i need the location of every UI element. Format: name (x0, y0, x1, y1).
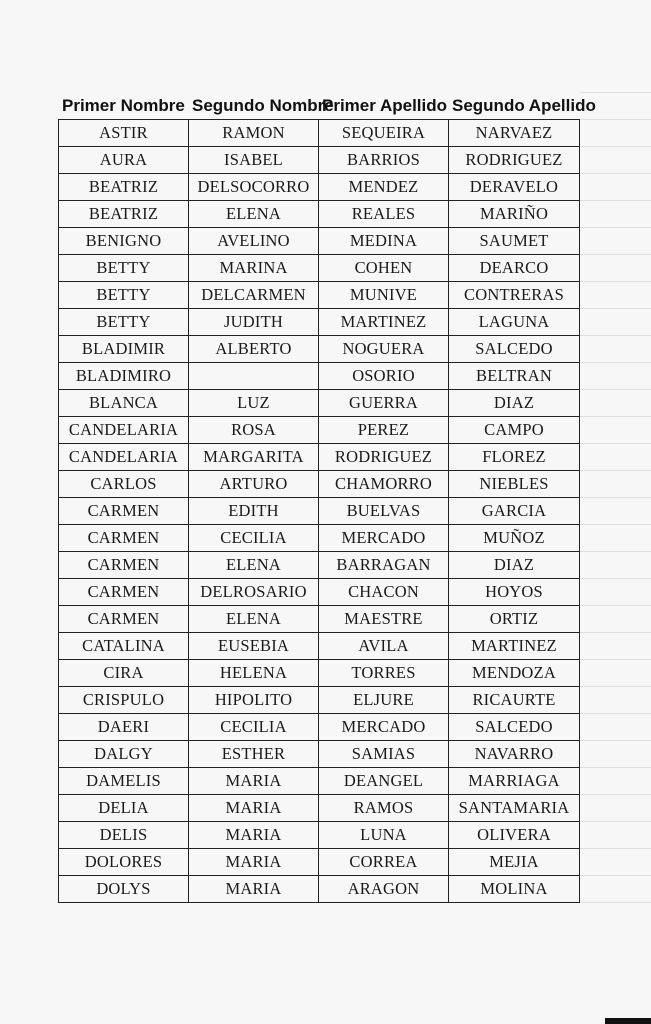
header-primer-apellido: Primer Apellido (322, 96, 448, 115)
cell-segundo-nombre[interactable]: ROSA (189, 417, 319, 444)
cell-primer-nombre[interactable]: CRISPULO (59, 687, 189, 714)
cell-primer-apellido[interactable]: BARRAGAN (319, 552, 449, 579)
header-primer-nombre: Primer Nombre (62, 96, 185, 115)
cell-primer-apellido[interactable]: SAMIAS (319, 741, 449, 768)
cell-primer-nombre[interactable]: CANDELARIA (59, 444, 189, 471)
cell-segundo-nombre[interactable]: CECILIA (189, 714, 319, 741)
table-row (59, 876, 580, 903)
cell-segundo-nombre[interactable]: MARGARITA (189, 444, 319, 471)
cell-segundo-apellido[interactable]: MENDOZA (449, 660, 580, 687)
table-row (59, 633, 580, 660)
cell-segundo-apellido[interactable]: MUÑOZ (449, 525, 580, 552)
cell-segundo-nombre[interactable]: DELSOCORRO (189, 174, 319, 201)
table-row (59, 714, 580, 741)
gridline (580, 794, 651, 795)
cell-segundo-apellido[interactable]: SAUMET (449, 228, 580, 255)
cell-primer-apellido[interactable]: MERCADO (319, 525, 449, 552)
gridline (580, 497, 651, 498)
table-row (59, 660, 580, 687)
cell-segundo-nombre[interactable]: JUDITH (189, 309, 319, 336)
cell-primer-nombre[interactable]: DAMELIS (59, 768, 189, 795)
cell-primer-apellido[interactable]: NOGUERA (319, 336, 449, 363)
gridline (580, 227, 651, 228)
table-row (59, 498, 580, 525)
header-segundo-apellido: Segundo Apellido (452, 96, 596, 115)
table-row (59, 147, 580, 174)
gridline (580, 902, 651, 903)
table-header-row (58, 92, 618, 119)
cell-primer-apellido[interactable]: DEANGEL (319, 768, 449, 795)
cell-primer-nombre[interactable]: CIRA (59, 660, 189, 687)
cell-primer-apellido[interactable]: CORREA (319, 849, 449, 876)
gridline (580, 335, 651, 336)
table-row (59, 255, 580, 282)
gridline (580, 443, 651, 444)
table-row (59, 525, 580, 552)
gridline (580, 362, 651, 363)
cell-primer-apellido[interactable]: SEQUEIRA (319, 120, 449, 147)
cell-segundo-nombre[interactable]: DELCARMEN (189, 282, 319, 309)
cell-segundo-apellido[interactable]: FLOREZ (449, 444, 580, 471)
cell-primer-nombre[interactable]: DELIA (59, 795, 189, 822)
cell-primer-apellido[interactable]: MEDINA (319, 228, 449, 255)
gridline (580, 389, 651, 390)
cell-segundo-nombre[interactable]: MARIA (189, 795, 319, 822)
cell-primer-apellido[interactable]: COHEN (319, 255, 449, 282)
cell-primer-apellido[interactable]: LUNA (319, 822, 449, 849)
gridline (580, 173, 651, 174)
gridline (580, 578, 651, 579)
cell-segundo-apellido[interactable]: SALCEDO (449, 336, 580, 363)
cell-primer-nombre[interactable]: BENIGNO (59, 228, 189, 255)
table-row (59, 768, 580, 795)
cell-segundo-apellido[interactable]: NAVARRO (449, 741, 580, 768)
cell-segundo-apellido[interactable]: MARTINEZ (449, 633, 580, 660)
cell-primer-nombre[interactable]: DOLYS (59, 876, 189, 903)
cell-segundo-nombre[interactable]: RAMON (189, 120, 319, 147)
cell-segundo-apellido[interactable]: MARIÑO (449, 201, 580, 228)
cell-primer-nombre[interactable]: DOLORES (59, 849, 189, 876)
cell-segundo-apellido[interactable]: RODRIGUEZ (449, 147, 580, 174)
cell-segundo-apellido[interactable]: HOYOS (449, 579, 580, 606)
cell-primer-nombre[interactable]: ASTIR (59, 120, 189, 147)
gridline (580, 470, 651, 471)
cell-segundo-apellido[interactable]: MARRIAGA (449, 768, 580, 795)
cell-segundo-nombre[interactable]: ELENA (189, 606, 319, 633)
table-row (59, 417, 580, 444)
table-row (59, 849, 580, 876)
gridline (580, 713, 651, 714)
cell-primer-nombre[interactable]: AURA (59, 147, 189, 174)
cell-segundo-nombre[interactable]: DELROSARIO (189, 579, 319, 606)
cell-segundo-apellido[interactable]: DERAVELO (449, 174, 580, 201)
names-table (58, 119, 580, 903)
cell-primer-nombre[interactable]: CANDELARIA (59, 417, 189, 444)
cell-segundo-nombre[interactable] (189, 363, 319, 390)
cell-primer-nombre[interactable]: CARMEN (59, 579, 189, 606)
gridline (580, 659, 651, 660)
cell-segundo-nombre[interactable]: EUSEBIA (189, 633, 319, 660)
cell-segundo-nombre[interactable]: HELENA (189, 660, 319, 687)
cell-primer-apellido[interactable]: RODRIGUEZ (319, 444, 449, 471)
gridline (580, 308, 651, 309)
cell-segundo-nombre[interactable]: ESTHER (189, 741, 319, 768)
cell-segundo-nombre[interactable]: LUZ (189, 390, 319, 417)
table-row (59, 363, 580, 390)
background-gridlines (580, 92, 651, 906)
cell-primer-apellido[interactable]: ARAGON (319, 876, 449, 903)
cell-primer-apellido[interactable]: CHAMORRO (319, 471, 449, 498)
header-segundo-nombre: Segundo Nombre (192, 96, 334, 115)
table-row (59, 741, 580, 768)
gridline (580, 686, 651, 687)
gridline (580, 119, 651, 120)
cell-primer-nombre[interactable]: CARLOS (59, 471, 189, 498)
cell-primer-apellido[interactable]: MUNIVE (319, 282, 449, 309)
cell-segundo-apellido[interactable]: RICAURTE (449, 687, 580, 714)
table-row (59, 552, 580, 579)
cell-primer-apellido[interactable]: RAMOS (319, 795, 449, 822)
cell-primer-apellido[interactable]: TORRES (319, 660, 449, 687)
cell-segundo-apellido[interactable]: CAMPO (449, 417, 580, 444)
cell-primer-apellido[interactable]: MAESTRE (319, 606, 449, 633)
cell-segundo-nombre[interactable]: ALBERTO (189, 336, 319, 363)
table-row (59, 822, 580, 849)
cell-primer-apellido[interactable]: REALES (319, 201, 449, 228)
corner-mark (605, 1018, 651, 1024)
cell-segundo-apellido[interactable]: DIAZ (449, 552, 580, 579)
cell-primer-apellido[interactable]: GUERRA (319, 390, 449, 417)
cell-primer-nombre[interactable]: BLANCA (59, 390, 189, 417)
cell-primer-nombre[interactable]: CARMEN (59, 525, 189, 552)
table-row (59, 309, 580, 336)
cell-segundo-apellido[interactable]: SALCEDO (449, 714, 580, 741)
cell-segundo-nombre[interactable]: ELENA (189, 552, 319, 579)
cell-segundo-nombre[interactable]: ELENA (189, 201, 319, 228)
cell-segundo-nombre[interactable]: MARIA (189, 822, 319, 849)
cell-segundo-apellido[interactable]: NIEBLES (449, 471, 580, 498)
table-row (59, 579, 580, 606)
gridline (580, 551, 651, 552)
cell-segundo-apellido[interactable]: ORTIZ (449, 606, 580, 633)
cell-primer-nombre[interactable]: CARMEN (59, 552, 189, 579)
gridline (580, 821, 651, 822)
table-row (59, 795, 580, 822)
cell-segundo-nombre[interactable]: MARIA (189, 876, 319, 903)
cell-primer-nombre[interactable]: BEATRIZ (59, 174, 189, 201)
cell-segundo-nombre[interactable]: MARIA (189, 849, 319, 876)
cell-primer-nombre[interactable]: DALGY (59, 741, 189, 768)
gridline (580, 605, 651, 606)
gridline (580, 146, 651, 147)
names-table-body (59, 120, 580, 903)
table-row (59, 174, 580, 201)
cell-segundo-apellido[interactable]: GARCIA (449, 498, 580, 525)
cell-segundo-nombre[interactable]: MARINA (189, 255, 319, 282)
table-row (59, 228, 580, 255)
cell-primer-apellido[interactable]: MARTINEZ (319, 309, 449, 336)
cell-primer-nombre[interactable]: BETTY (59, 282, 189, 309)
cell-segundo-apellido[interactable]: CONTRERAS (449, 282, 580, 309)
cell-segundo-apellido[interactable]: NARVAEZ (449, 120, 580, 147)
cell-segundo-apellido[interactable]: OLIVERA (449, 822, 580, 849)
cell-segundo-apellido[interactable]: LAGUNA (449, 309, 580, 336)
table-row (59, 336, 580, 363)
table-row (59, 606, 580, 633)
gridline (580, 281, 651, 282)
gridline (580, 524, 651, 525)
cell-segundo-nombre[interactable]: ARTURO (189, 471, 319, 498)
cell-segundo-nombre[interactable]: CECILIA (189, 525, 319, 552)
table-row (59, 282, 580, 309)
cell-primer-apellido[interactable]: OSORIO (319, 363, 449, 390)
cell-segundo-apellido[interactable]: BELTRAN (449, 363, 580, 390)
table-row (59, 390, 580, 417)
cell-segundo-apellido[interactable]: SANTAMARIA (449, 795, 580, 822)
gridline (580, 848, 651, 849)
cell-segundo-apellido[interactable]: DEARCO (449, 255, 580, 282)
cell-primer-nombre[interactable]: DAERI (59, 714, 189, 741)
cell-segundo-nombre[interactable]: MARIA (189, 768, 319, 795)
gridline (580, 632, 651, 633)
table-row (59, 471, 580, 498)
cell-primer-nombre[interactable]: BETTY (59, 255, 189, 282)
gridline (580, 875, 651, 876)
cell-segundo-apellido[interactable]: DIAZ (449, 390, 580, 417)
cell-primer-apellido[interactable]: MERCADO (319, 714, 449, 741)
table-row (59, 687, 580, 714)
cell-segundo-apellido[interactable]: MEJIA (449, 849, 580, 876)
cell-primer-nombre[interactable]: BEATRIZ (59, 201, 189, 228)
cell-primer-apellido[interactable]: BARRIOS (319, 147, 449, 174)
gridline (580, 200, 651, 201)
cell-segundo-nombre[interactable]: ISABEL (189, 147, 319, 174)
table-row (59, 120, 580, 147)
cell-segundo-apellido[interactable]: MOLINA (449, 876, 580, 903)
cell-primer-apellido[interactable]: CHACON (319, 579, 449, 606)
cell-primer-nombre[interactable]: CATALINA (59, 633, 189, 660)
cell-primer-apellido[interactable]: BUELVAS (319, 498, 449, 525)
gridline (580, 254, 651, 255)
cell-primer-apellido[interactable]: MENDEZ (319, 174, 449, 201)
cell-primer-nombre[interactable]: BLADIMIR (59, 336, 189, 363)
table-row (59, 444, 580, 471)
cell-primer-nombre[interactable]: BETTY (59, 309, 189, 336)
cell-primer-apellido[interactable]: PEREZ (319, 417, 449, 444)
cell-primer-nombre[interactable]: DELIS (59, 822, 189, 849)
table-row (59, 201, 580, 228)
cell-primer-nombre[interactable]: CARMEN (59, 606, 189, 633)
gridline (580, 767, 651, 768)
gridline (580, 740, 651, 741)
cell-segundo-nombre[interactable]: AVELINO (189, 228, 319, 255)
cell-primer-nombre[interactable]: BLADIMIRO (59, 363, 189, 390)
cell-segundo-nombre[interactable]: EDITH (189, 498, 319, 525)
cell-primer-apellido[interactable]: AVILA (319, 633, 449, 660)
cell-segundo-nombre[interactable]: HIPOLITO (189, 687, 319, 714)
cell-primer-apellido[interactable]: ELJURE (319, 687, 449, 714)
cell-primer-nombre[interactable]: CARMEN (59, 498, 189, 525)
gridline (580, 416, 651, 417)
